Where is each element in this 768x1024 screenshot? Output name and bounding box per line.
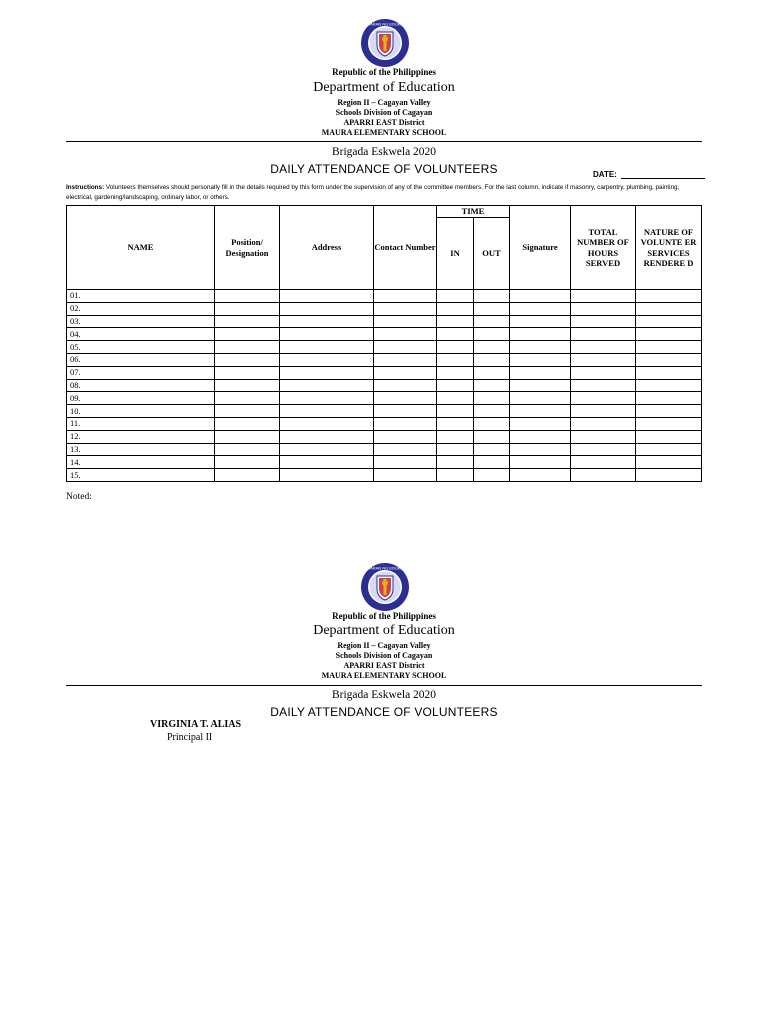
signature-cell[interactable] [510, 353, 571, 366]
contact-cell[interactable] [374, 328, 437, 341]
header-region: Region II – Cagayan Valley [337, 98, 431, 107]
position-cell[interactable] [215, 366, 280, 379]
seal-ring-text: KAGAWARAN NG EDUKASYON [355, 21, 415, 27]
time-out-cell[interactable] [474, 443, 510, 456]
position-cell[interactable] [215, 469, 280, 482]
table-row [67, 290, 702, 303]
table-row [67, 456, 702, 469]
nature-cell[interactable] [636, 302, 702, 315]
time-out-cell[interactable] [474, 328, 510, 341]
nature-cell[interactable] [636, 353, 702, 366]
contact-cell[interactable] [374, 430, 437, 443]
signature-cell[interactable] [510, 392, 571, 405]
position-cell[interactable] [215, 430, 280, 443]
position-cell[interactable] [215, 392, 280, 405]
total-hours-cell[interactable] [571, 456, 636, 469]
time-in-cell[interactable] [437, 328, 474, 341]
col-contact: Contact Number [374, 206, 437, 290]
nature-cell[interactable] [636, 290, 702, 303]
signature-cell[interactable] [510, 328, 571, 341]
nature-cell[interactable] [636, 315, 702, 328]
col-total-hours: TOTAL NUMBER OF HOURS SERVED [571, 206, 636, 290]
time-out-cell[interactable] [474, 417, 510, 430]
address-cell[interactable] [280, 353, 374, 366]
total-hours-cell[interactable] [571, 341, 636, 354]
time-in-cell[interactable] [437, 315, 474, 328]
signature-cell[interactable] [510, 417, 571, 430]
address-cell[interactable] [280, 417, 374, 430]
signature-cell[interactable] [510, 379, 571, 392]
time-out-cell[interactable] [474, 379, 510, 392]
nature-cell[interactable] [636, 443, 702, 456]
time-in-cell[interactable] [437, 341, 474, 354]
signature-cell[interactable] [510, 366, 571, 379]
address-cell[interactable] [280, 328, 374, 341]
date-field[interactable] [593, 170, 705, 179]
row-number[interactable]: 02. [67, 302, 215, 315]
signature-cell[interactable] [510, 302, 571, 315]
header-republic: Republic of the Philippines [332, 611, 436, 621]
time-out-cell[interactable] [474, 405, 510, 418]
nature-cell[interactable] [636, 430, 702, 443]
date-label: DATE: [593, 170, 617, 179]
address-cell[interactable] [280, 290, 374, 303]
time-in-cell[interactable] [437, 417, 474, 430]
total-hours-cell[interactable] [571, 443, 636, 456]
contact-cell[interactable] [374, 405, 437, 418]
contact-cell[interactable] [374, 366, 437, 379]
time-out-cell[interactable] [474, 302, 510, 315]
col-address: Address [280, 206, 374, 290]
table-row [67, 417, 702, 430]
contact-cell[interactable] [374, 315, 437, 328]
signature-cell[interactable] [510, 341, 571, 354]
row-number[interactable]: 10. [67, 405, 215, 418]
seal-ring-text: KAGAWARAN NG EDUKASYON [355, 565, 415, 571]
header-school: MAURA ELEMENTARY SCHOOL [321, 128, 447, 137]
time-out-cell[interactable] [474, 392, 510, 405]
address-cell[interactable] [280, 392, 374, 405]
instructions-text: Volunteers themselves should personally fill in the details required by this form under the supervision of any of the committee members. For the last column, indicate if masonry, carpentry, plumbing, painting, electrical, gardening/landscaping, ordinary labor, or others. [66, 184, 680, 201]
time-in-cell[interactable] [437, 392, 474, 405]
table-row [67, 353, 702, 366]
header-republic: Republic of the Philippines [332, 67, 436, 77]
total-hours-cell[interactable] [571, 417, 636, 430]
row-number[interactable]: 04. [67, 328, 215, 341]
contact-cell[interactable] [374, 353, 437, 366]
header-region: Region II – Cagayan Valley [337, 641, 431, 650]
total-hours-cell[interactable] [571, 379, 636, 392]
address-cell[interactable] [280, 430, 374, 443]
time-in-cell[interactable] [437, 430, 474, 443]
total-hours-cell[interactable] [571, 366, 636, 379]
time-in-cell[interactable] [437, 379, 474, 392]
nature-cell[interactable] [636, 379, 702, 392]
position-cell[interactable] [215, 456, 280, 469]
time-in-cell[interactable] [437, 353, 474, 366]
total-hours-cell[interactable] [571, 405, 636, 418]
table-row [67, 366, 702, 379]
row-number[interactable]: 09. [67, 392, 215, 405]
total-hours-cell[interactable] [571, 469, 636, 482]
time-in-cell[interactable] [437, 366, 474, 379]
col-name: NAME [67, 206, 215, 290]
contact-cell[interactable] [374, 456, 437, 469]
header-divider [66, 141, 702, 142]
signature-cell[interactable] [510, 456, 571, 469]
nature-cell[interactable] [636, 392, 702, 405]
address-cell[interactable] [280, 443, 374, 456]
signature-cell[interactable] [510, 443, 571, 456]
row-number[interactable]: 07. [67, 366, 215, 379]
deped-seal-icon [355, 562, 415, 612]
instructions-label: Instructions: [66, 184, 105, 191]
time-in-cell[interactable] [437, 290, 474, 303]
contact-cell[interactable] [374, 443, 437, 456]
nature-cell[interactable] [636, 366, 702, 379]
col-position: Position/ Designation [215, 206, 280, 290]
instructions [66, 183, 706, 203]
header-district: APARRI EAST District [343, 118, 425, 127]
position-cell[interactable] [215, 328, 280, 341]
contact-cell[interactable] [374, 302, 437, 315]
position-cell[interactable] [215, 302, 280, 315]
table-row [67, 341, 702, 354]
total-hours-cell[interactable] [571, 290, 636, 303]
nature-cell[interactable] [636, 469, 702, 482]
time-out-cell[interactable] [474, 315, 510, 328]
time-out-cell[interactable] [474, 290, 510, 303]
position-cell[interactable] [215, 417, 280, 430]
signature-cell[interactable] [510, 469, 571, 482]
row-number[interactable]: 08. [67, 379, 215, 392]
header-district: APARRI EAST District [343, 661, 425, 670]
time-in-cell[interactable] [437, 443, 474, 456]
time-out-cell[interactable] [474, 341, 510, 354]
address-cell[interactable] [280, 456, 374, 469]
total-hours-cell[interactable] [571, 315, 636, 328]
signatory-name: VIRGINIA T. ALIAS [150, 719, 242, 730]
table-row [67, 430, 702, 443]
header-school: MAURA ELEMENTARY SCHOOL [321, 671, 447, 680]
deped-seal-icon [355, 18, 415, 68]
time-in-cell[interactable] [437, 469, 474, 482]
nature-cell[interactable] [636, 341, 702, 354]
total-hours-cell[interactable] [571, 392, 636, 405]
table-row [67, 315, 702, 328]
row-number[interactable]: 11. [67, 417, 215, 430]
contact-cell[interactable] [374, 392, 437, 405]
position-cell[interactable] [215, 405, 280, 418]
nature-cell[interactable] [636, 328, 702, 341]
row-number[interactable]: 06. [67, 353, 215, 366]
row-number[interactable]: 03. [67, 315, 215, 328]
time-out-cell[interactable] [474, 456, 510, 469]
total-hours-cell[interactable] [571, 353, 636, 366]
total-hours-cell[interactable] [571, 328, 636, 341]
col-out: OUT [474, 218, 510, 290]
table-row [67, 302, 702, 315]
address-cell[interactable] [280, 366, 374, 379]
contact-cell[interactable] [374, 341, 437, 354]
nature-cell[interactable] [636, 405, 702, 418]
signature-cell[interactable] [510, 290, 571, 303]
signature-cell[interactable] [510, 430, 571, 443]
row-number[interactable]: 05. [67, 341, 215, 354]
total-hours-cell[interactable] [571, 302, 636, 315]
nature-cell[interactable] [636, 417, 702, 430]
noted-label: Noted: [66, 492, 92, 502]
row-number[interactable]: 15. [67, 469, 215, 482]
signature-cell[interactable] [510, 405, 571, 418]
address-cell[interactable] [280, 302, 374, 315]
row-number[interactable]: 14. [67, 456, 215, 469]
form-title: DAILY ATTENDANCE OF VOLUNTEERS [270, 162, 498, 176]
time-out-cell[interactable] [474, 366, 510, 379]
header-department: Department of Education [313, 623, 455, 638]
table-row [67, 328, 702, 341]
time-in-cell[interactable] [437, 456, 474, 469]
form-event: Brigada Eskwela 2020 [331, 146, 437, 158]
position-cell[interactable] [215, 353, 280, 366]
col-in: IN [437, 218, 474, 290]
header-division: Schools Division of Cagayan [335, 651, 433, 660]
address-cell[interactable] [280, 379, 374, 392]
address-cell[interactable] [280, 405, 374, 418]
col-time: TIME [437, 206, 510, 218]
total-hours-cell[interactable] [571, 430, 636, 443]
position-cell[interactable] [215, 443, 280, 456]
form-event: Brigada Eskwela 2020 [331, 689, 437, 701]
header-divider [66, 685, 702, 686]
position-cell[interactable] [215, 341, 280, 354]
contact-cell[interactable] [374, 417, 437, 430]
table-row [67, 392, 702, 405]
table-row [67, 379, 702, 392]
contact-cell[interactable] [374, 379, 437, 392]
header-department: Department of Education [313, 80, 455, 95]
table-row [67, 469, 702, 482]
contact-cell[interactable] [374, 290, 437, 303]
address-cell[interactable] [280, 315, 374, 328]
col-signature: Signature [510, 206, 571, 290]
table-row [67, 443, 702, 456]
time-out-cell[interactable] [474, 430, 510, 443]
header-division: Schools Division of Cagayan [335, 108, 433, 117]
table-row [67, 405, 702, 418]
time-out-cell[interactable] [474, 353, 510, 366]
nature-cell[interactable] [636, 456, 702, 469]
position-cell[interactable] [215, 315, 280, 328]
position-cell[interactable] [215, 290, 280, 303]
date-line[interactable] [621, 171, 705, 179]
position-cell[interactable] [215, 379, 280, 392]
row-number[interactable]: 01. [67, 290, 215, 303]
signature-cell[interactable] [510, 315, 571, 328]
time-out-cell[interactable] [474, 469, 510, 482]
signatory-position: Principal II [167, 732, 213, 743]
attendance-table [66, 205, 702, 482]
address-cell[interactable] [280, 341, 374, 354]
form-title: DAILY ATTENDANCE OF VOLUNTEERS [270, 705, 498, 719]
address-cell[interactable] [280, 469, 374, 482]
row-number[interactable]: 12. [67, 430, 215, 443]
time-in-cell[interactable] [437, 302, 474, 315]
col-nature: NATURE OF VOLUNTE ER SERVICES RENDERE D [636, 206, 702, 290]
row-number[interactable]: 13. [67, 443, 215, 456]
contact-cell[interactable] [374, 469, 437, 482]
time-in-cell[interactable] [437, 405, 474, 418]
